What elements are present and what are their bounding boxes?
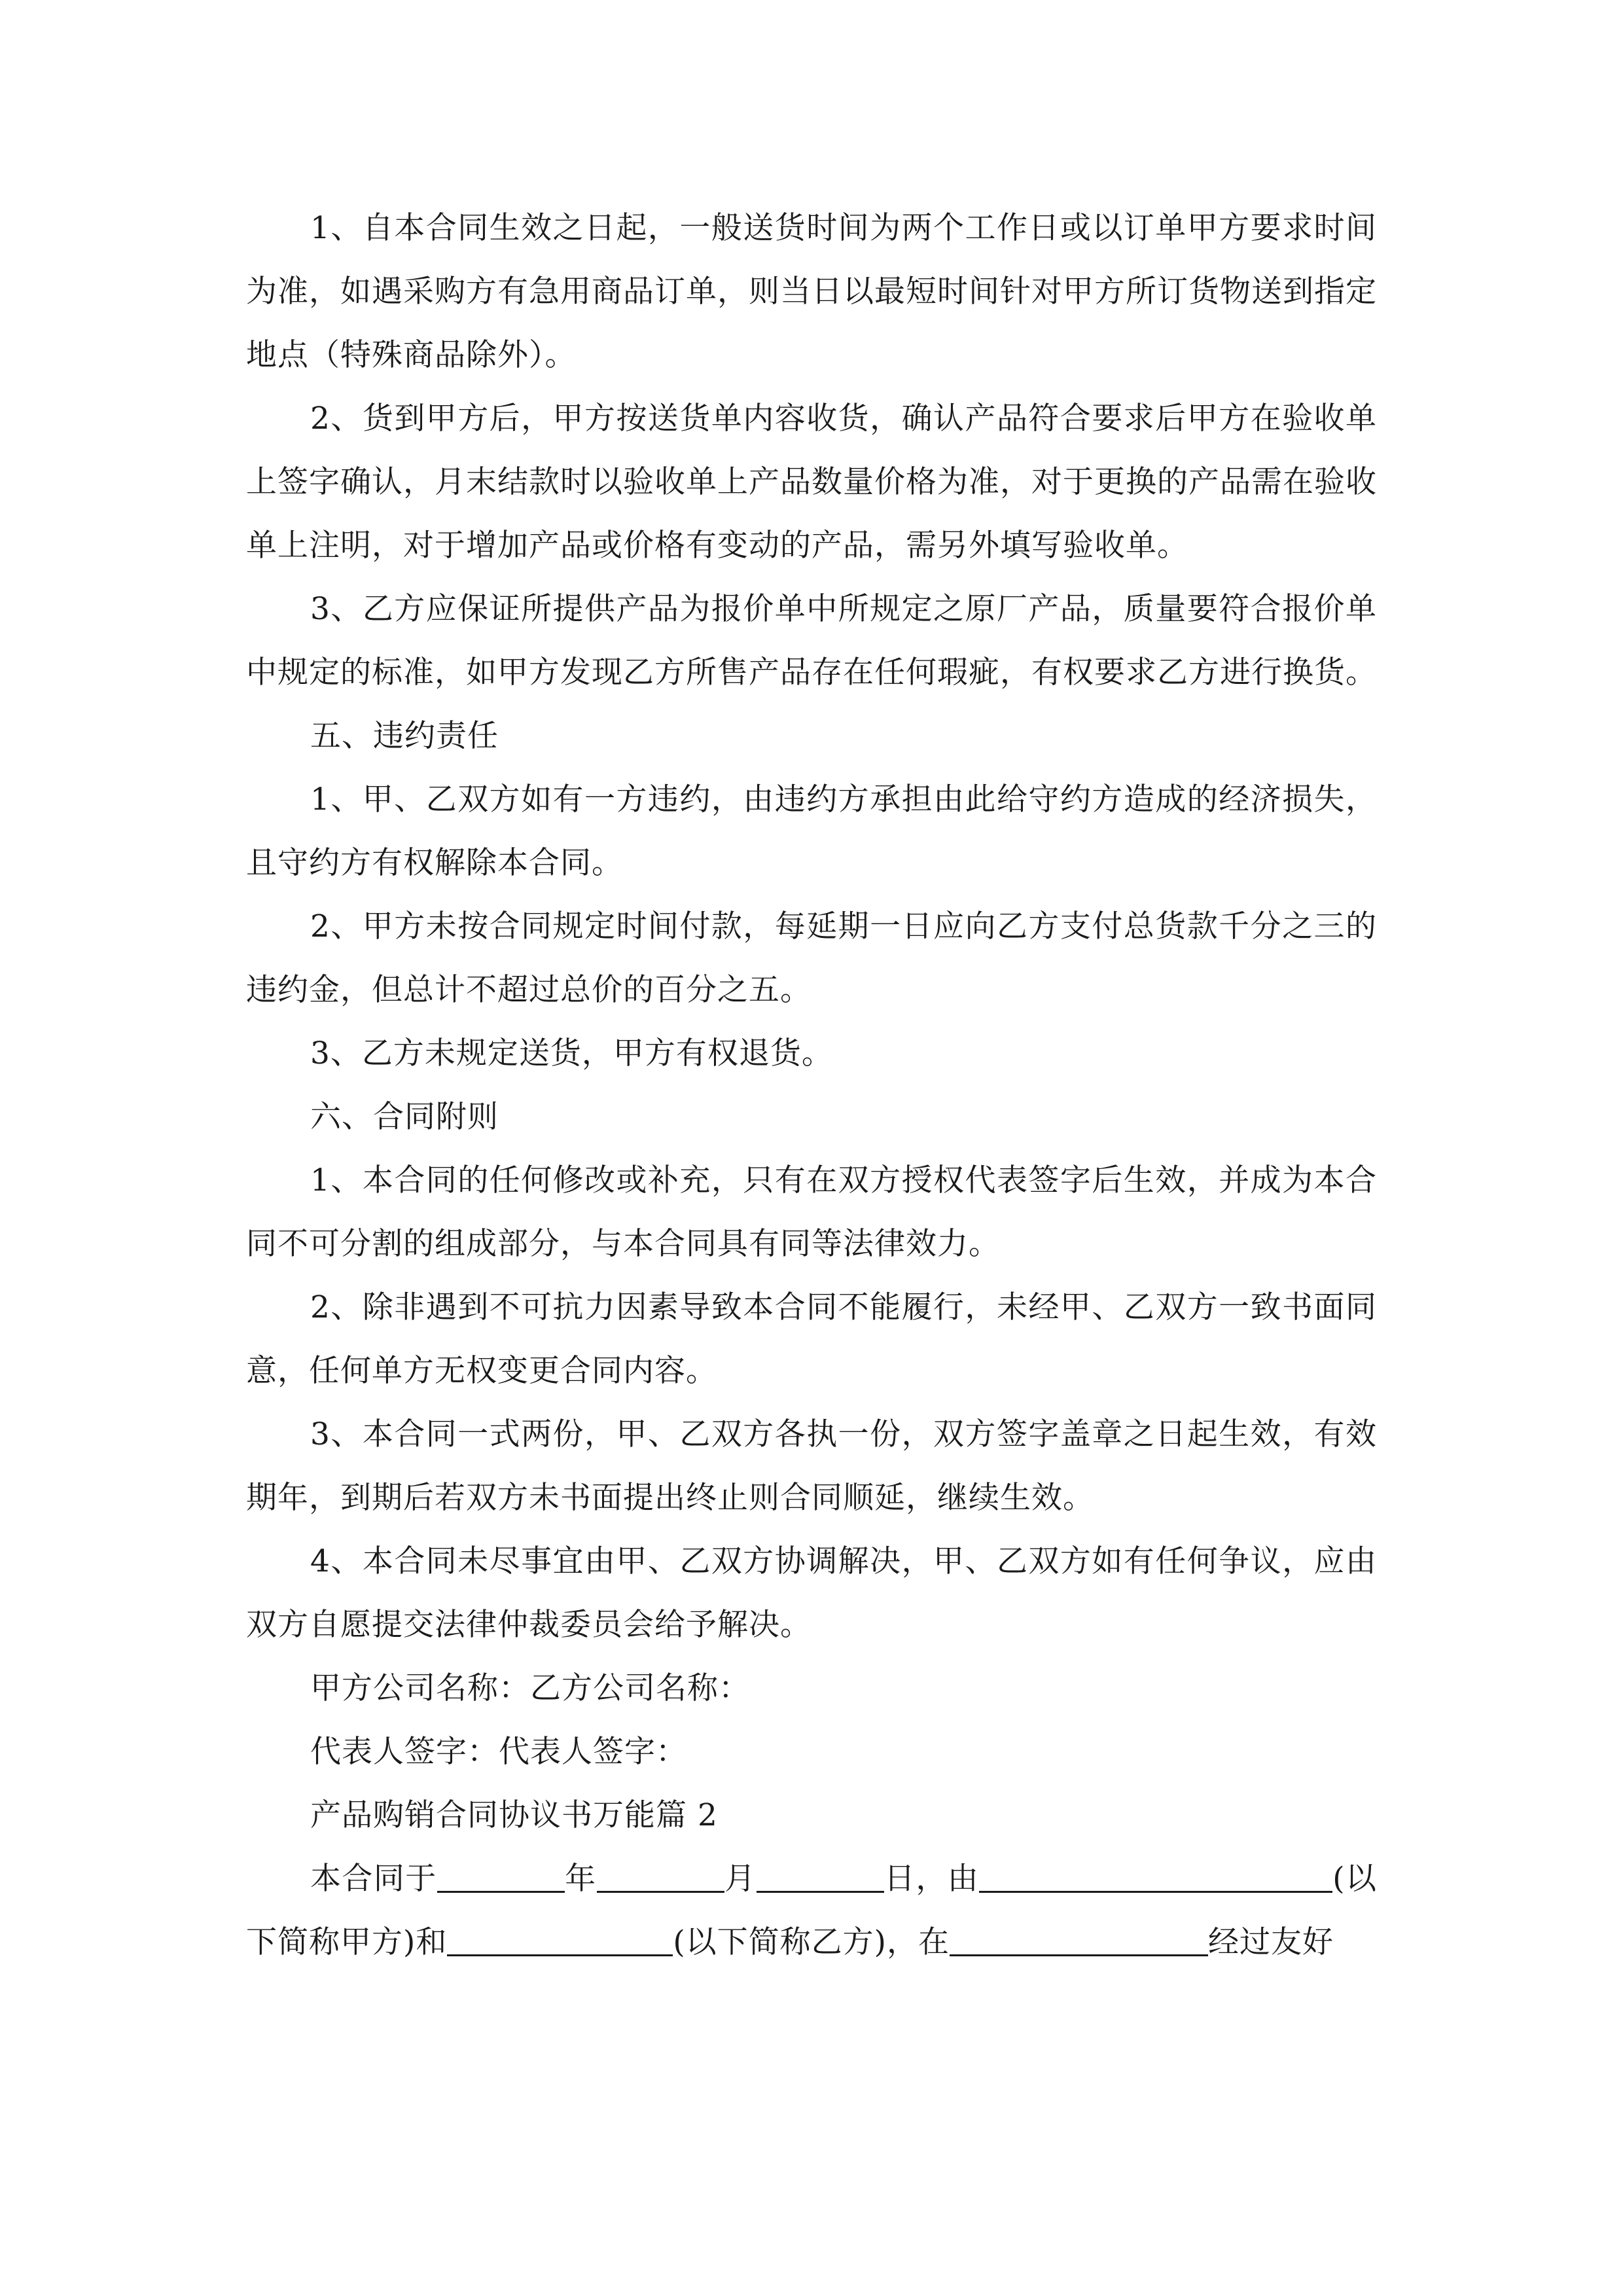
clause-copies-validity: 3、本合同一式两份，甲、乙双方各执一份，双方签字盖章之日起生效，有效期年，到期后若双方未书面提出终止则合同顺延，继续生效。 [246,1416,1377,1516]
place-blank[interactable] [950,1922,1208,1956]
clause-acceptance: 2、货到甲方后，甲方按送货单内容收货，确认产品符合要求后甲方在验收单上签字确认，月末结款时以验收单上产品数量价格为准，对于更换的产品需在验收单上注明，对于增加产品或价格有变动的产品，需另外填写验收单。 [246,401,1377,564]
party-b-blank[interactable] [447,1922,673,1956]
signature-company-names: 甲方公司名称：乙方公司名称： [310,1670,750,1706]
section-heading-supplementary: 六、合同附则 [310,1099,499,1135]
month-label: 月 [724,1861,757,1897]
clause-late-payment: 2、甲方未按合同规定时间付款，每延期一日应向乙方支付总货款千分之三的违约金，但总计不超过总价的百分之五。 [246,908,1377,1008]
clause-quality: 3、乙方应保证所提供产品为报价单中所规定之原厂产品，质量要符合报价单中规定的标准，如甲方发现乙方所售产品存在任何瑕疵，有权要求乙方进行换货。 [246,591,1377,691]
document-page [246,196,1377,1974]
day-label: 日，由 [883,1861,980,1897]
year-label: 年 [564,1861,597,1897]
clause-dispute: 4、本合同未尽事宜由甲、乙双方协调解决，甲、乙双方如有任何争议，应由双方自愿提交法律仲裁委员会给予解决。 [246,1543,1377,1643]
clause-return-goods: 3、乙方未规定送货，甲方有权退货。 [310,1035,833,1071]
year-blank[interactable] [437,1858,565,1893]
day-blank[interactable] [757,1858,884,1893]
clause-force-majeure: 2、除非遇到不可抗力因素导致本合同不能履行，未经甲、乙双方一致书面同意，任何单方无权变更合同内容。 [246,1289,1377,1389]
contract-intro-paragraph [246,1847,1377,1974]
clause-amendment: 1、本合同的任何修改或补充，只有在双方授权代表签字后生效，并成为本合同不可分割的组成部分，与本合同具有同等法律效力。 [246,1162,1377,1262]
section-heading-breach: 五、违约责任 [310,718,499,754]
clause-breach-loss: 1、甲、乙双方如有一方违约，由违约方承担由此给守约方造成的经济损失，且守约方有权解除本合同。 [246,781,1377,881]
party-b-label: (以下简称乙方)，在 [673,1924,950,1960]
signature-representatives: 代表人签字：代表人签字： [310,1734,687,1770]
subtitle-part-2: 产品购销合同协议书万能篇 2 [310,1797,718,1833]
party-a-label: (以下简称甲方)和 [246,1861,1378,1960]
intro-prefix: 本合同于 [310,1861,437,1897]
party-a-blank[interactable] [979,1858,1332,1893]
clause-delivery-time: 1、自本合同生效之日起，一般送货时间为两个工作日或以订单甲方要求时间为准，如遇采购方有急用商品订单，则当日以最短时间针对甲方所订货物送到指定地点（特殊商品除外）。 [246,210,1377,373]
intro-suffix: 经过友好 [1208,1924,1334,1960]
month-blank[interactable] [597,1858,724,1893]
